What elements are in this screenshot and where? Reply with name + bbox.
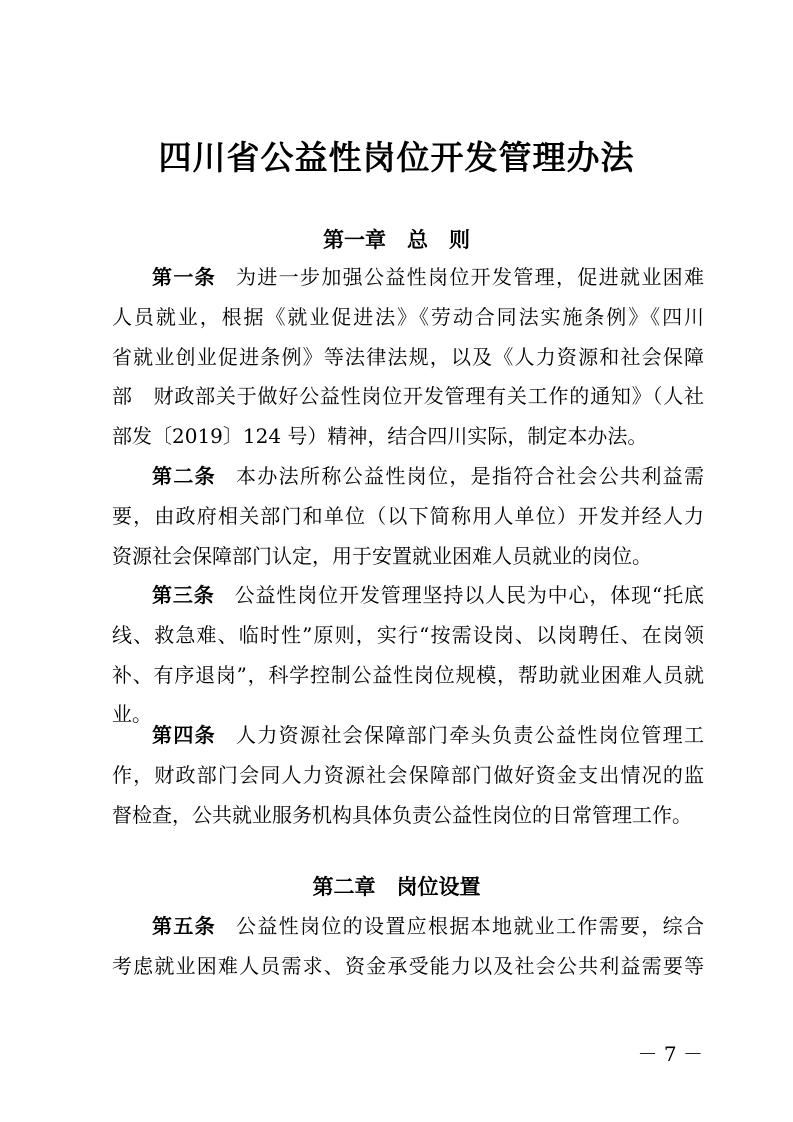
article-line: 业。 [112,702,152,727]
article-number: 第四条 [152,723,216,747]
document-title: 四川省公益性岗位开发管理办法 [158,138,635,177]
article-line: 线、救急难、临时性”原则，实行“按需设岗、以岗聘任、在岗领 [112,622,704,647]
article-line [112,907,704,947]
page-number: － 7 － [637,1042,703,1066]
article-3 [112,576,704,735]
article-text: 为进一步加强公益性岗位开发管理，促进就业困难 [236,265,704,289]
article-line: 部 财政部关于做好公益性岗位开发管理有关工作的通知》（人社 [112,384,704,409]
article-number: 第三条 [152,583,215,607]
article-line: 督检查，公共就业服务机构具体负责公益性岗位的日常管理工作。 [112,802,692,827]
article-line: 作，财政部门会同人力资源社会保障部门做好资金支出情况的监 [112,762,704,787]
article-line [112,457,704,497]
article-line: 人员就业，根据《就业促进法》《劳动合同法实施条例》《四川 [112,304,704,329]
article-5 [112,907,704,987]
article-line: 考虑就业困难人员需求、资金承受能力以及社会公共利益需要等 [112,953,704,978]
article-line: 部发〔2019〕124 号）精神，结合四川实际，制定本办法。 [112,424,648,449]
article-number: 第一条 [152,265,216,289]
article-line [112,576,704,616]
article-text: 本办法所称公益性岗位，是指符合社会公共利益需 [236,464,704,488]
article-line [112,258,704,298]
article-1 [112,258,704,457]
article-text: 人力资源社会保障部门牵头负责公益性岗位管理工 [236,723,704,747]
article-2 [112,457,704,576]
article-number: 第二条 [152,464,216,488]
chapter-heading-2: 第二章 岗位设置 [312,875,481,899]
article-line: 补、有序退岗”，科学控制公益性岗位规模，帮助就业困难人员就 [112,662,704,687]
article-line: 省就业创业促进条例》等法律法规，以及《人力资源和社会保障 [112,344,704,369]
article-text: 公益性岗位的设置应根据本地就业工作需要，综合 [236,914,704,938]
article-number: 第五条 [152,914,216,938]
chapter-heading-1: 第一章 总 则 [323,228,470,252]
article-text: 公益性岗位开发管理坚持以人民为中心，体现“托底 [234,583,705,607]
article-line: 要，由政府相关部门和单位（以下简称用人单位）开发并经人力 [112,503,704,528]
article-line: 资源社会保障部门认定，用于安置就业困难人员就业的岗位。 [112,543,652,568]
article-4 [112,716,704,835]
article-line [112,716,704,756]
